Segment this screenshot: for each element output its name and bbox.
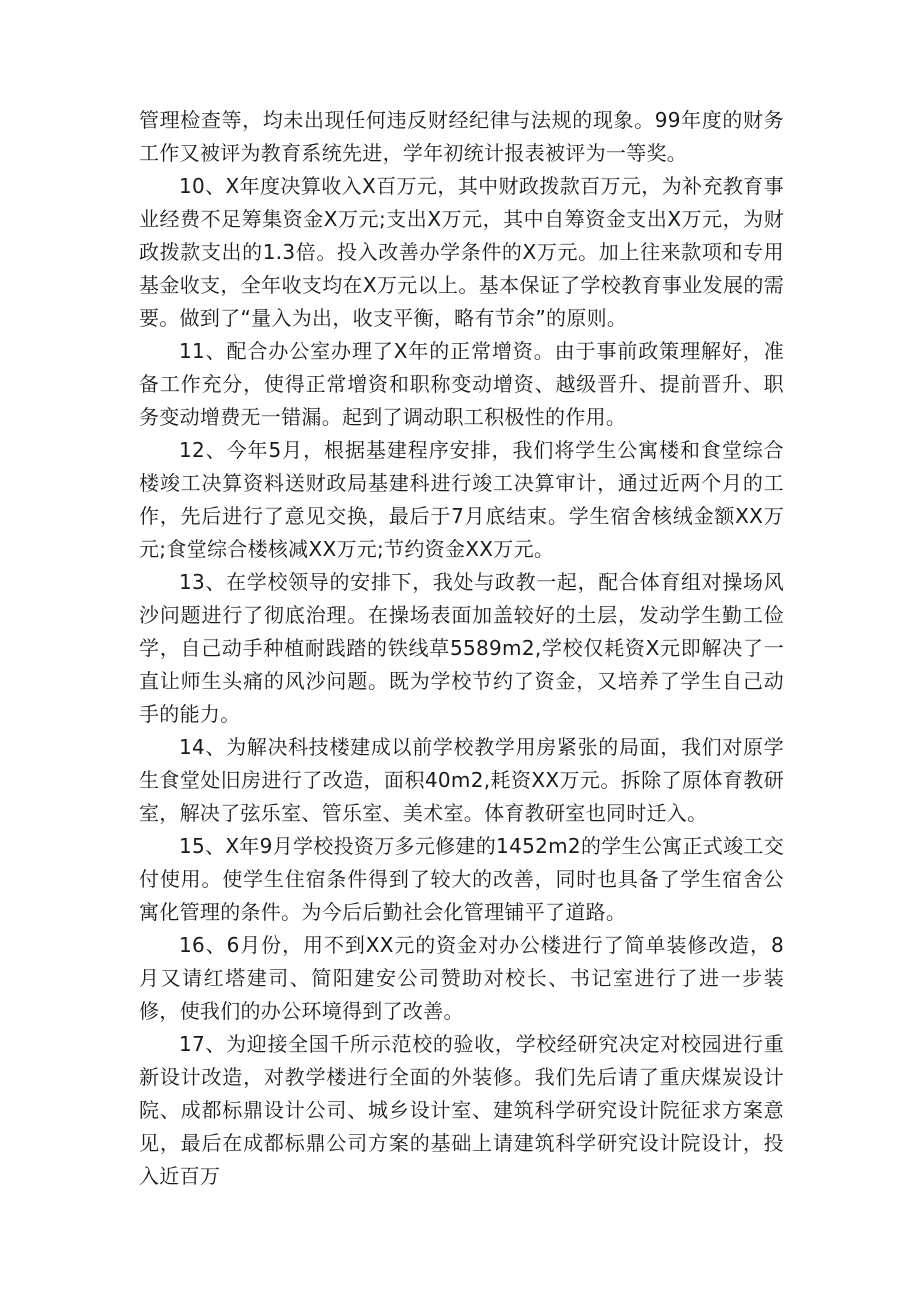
paragraph-item-11: 11、配合办公室办理了X年的正常增资。由于事前政策理解好，准备工作充分，使得正常增资和职称变动增资、越级晋升、提前晋升、职务变动增费无一错漏。起到了调动职工积极性的作用。: [139, 339, 784, 429]
paragraph-item-15: 15、X年9月学校投资万多元修建的1452m2的学生公寓正式竣工交付使用。使学生住宿条件得到了较大的改善，同时也具备了学生宿舍公寓化管理的条件。为今后后勤社会化管理铺平了道路。: [139, 834, 784, 924]
paragraph-item-14: 14、为解决科技楼建成以前学校教学用房紧张的局面，我们对原学生食堂处旧房进行了改造，面积40m2,耗资XX万元。拆除了原体育教研室，解决了弦乐室、管乐室、美术室。体育教研室也同时迁入。: [139, 735, 784, 825]
paragraph-item-13: 13、在学校领导的安排下，我处与政教一起，配合体育组对操场风沙问题进行了彻底治理。在操场表面加盖较好的土层，发动学生勤工俭学，自己动手种植耐践踏的铁线草5589m2,学校仅耗资X元即解决了一直让师生头痛的风沙问题。既为学校节约了资金，又培养了学生自己动手的能力。: [139, 570, 784, 726]
paragraph-item-17: 17、为迎接全国千所示范校的验收，学校经研究决定对校园进行重新设计改造，对教学楼进行全面的外装修。我们先后请了重庆煤炭设计院、成都标鼎设计公司、城乡设计室、建筑科学研究设计院征求方案意见，最后在成都标鼎公司方案的基础上请建筑科学研究设计院设计，投入近百万: [139, 1032, 784, 1188]
paragraph-item-16: 16、6月份，用不到XX元的资金对办公楼进行了简单装修改造，8月又请红塔建司、简阳建安公司赞助对校长、书记室进行了进一步装修，使我们的办公环境得到了改善。: [139, 933, 784, 1023]
paragraph-continued: 管理检查等，均未出现任何违反财经纪律与法规的现象。99年度的财务工作又被评为教育系统先进，学年初统计报表被评为一等奖。: [139, 108, 784, 165]
paragraph-item-12: 12、今年5月，根据基建程序安排，我们将学生公寓楼和食堂综合楼竣工决算资料送财政局基建科进行竣工决算审计，通过近两个月的工作，先后进行了意见交换，最后于7月底结束。学生宿舍核绒金额XX万元;食堂综合楼核减XX万元;节约资金XX万元。: [139, 438, 784, 561]
document-body: [139, 104, 784, 1193]
paragraph-item-10: 10、X年度决算收入X百万元，其中财政拨款百万元，为补充教育事业经费不足筹集资金X万元;支出X万元，其中自筹资金支出X万元，为财政拨款支出的1.3倍。投入改善办学条件的X万元。加上往来款项和专用基金收支，全年收支均在X万元以上。基本保证了学校教育事业发展的需要。做到了“量入为出，收支平衡，略有节余”的原则。: [139, 174, 784, 330]
